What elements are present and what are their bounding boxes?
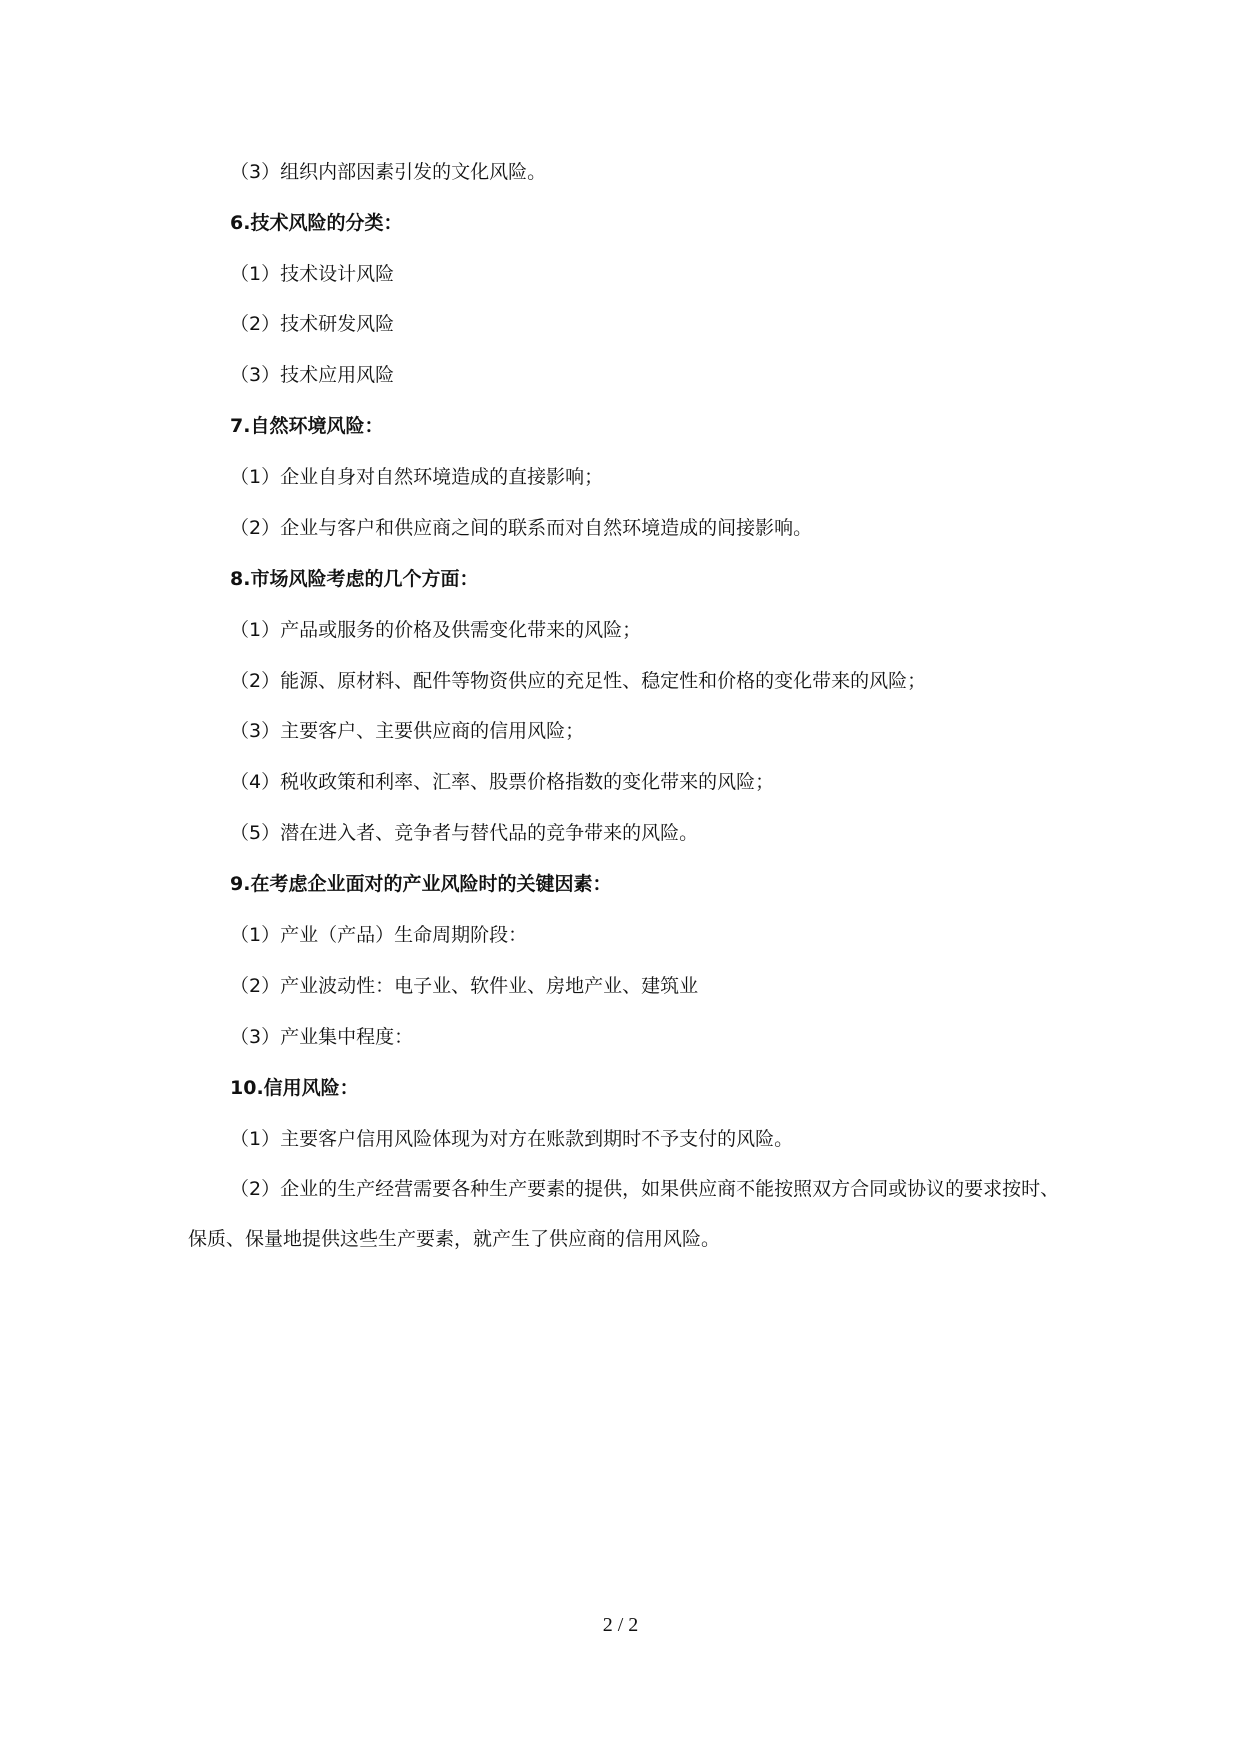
paragraph: （2）企业的生产经营需要各种生产要素的提供，如果供应商不能按照双方合同或协议的要求按时、保质、保量地提供这些生产要素，就产生了供应商的信用风险。 xyxy=(188,1178,1060,1250)
list-item: （1）产业（产品）生命周期阶段： xyxy=(230,924,528,946)
list-item: （2）企业与客户和供应商之间的联系而对自然环境造成的间接影响。 xyxy=(230,517,813,539)
list-item: （2）产业波动性：电子业、软件业、房地产业、建筑业 xyxy=(230,975,699,997)
list-item: （3）产业集中程度： xyxy=(230,1026,414,1048)
section-heading-7: 7.自然环境风险： xyxy=(230,415,384,437)
section-heading-6: 6.技术风险的分类： xyxy=(230,212,403,234)
section-heading-10: 10.信用风险： xyxy=(230,1077,359,1099)
list-item: （1）企业自身对自然环境造成的直接影响； xyxy=(230,466,604,488)
list-item: （5）潜在进入者、竞争者与替代品的竞争带来的风险。 xyxy=(230,822,699,844)
list-item: （3）组织内部因素引发的文化风险。 xyxy=(230,161,547,183)
page-number: 2 / 2 xyxy=(602,1614,639,1636)
section-heading-9: 9.在考虑企业面对的产业风险时的关键因素： xyxy=(230,873,612,895)
list-item: （1）主要客户信用风险体现为对方在账款到期时不予支付的风险。 xyxy=(230,1128,794,1150)
list-item: （1）技术设计风险 xyxy=(230,263,395,285)
list-item: （3）主要客户、主要供应商的信用风险； xyxy=(230,720,585,742)
list-item: （3）技术应用风险 xyxy=(230,364,395,386)
list-item: （2）技术研发风险 xyxy=(230,313,395,335)
section-heading-8: 8.市场风险考虑的几个方面： xyxy=(230,568,479,590)
list-item: （2）能源、原材料、配件等物资供应的充足性、稳定性和价格的变化带来的风险； xyxy=(230,670,927,692)
list-item: （1）产品或服务的价格及供需变化带来的风险； xyxy=(230,619,642,641)
list-item: （4）税收政策和利率、汇率、股票价格指数的变化带来的风险； xyxy=(230,771,775,793)
